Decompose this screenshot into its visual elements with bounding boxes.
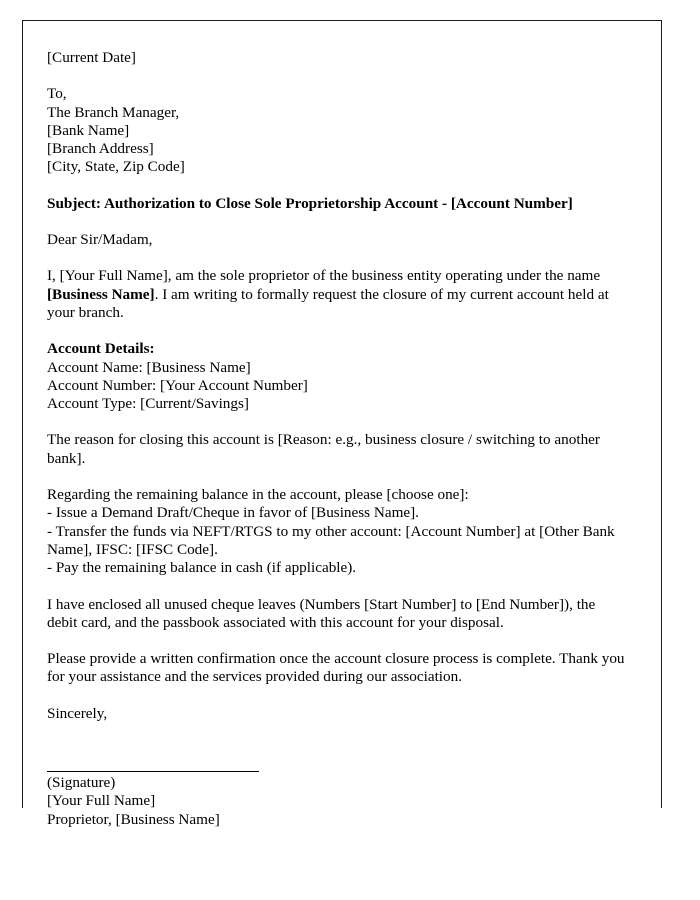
account-details-heading: Account Details: [47,340,155,358]
current-date: [Current Date] [47,49,136,66]
recipient-city-state-zip: [City, State, Zip Code] [47,158,185,176]
closing-block [47,705,629,723]
letter-content [47,49,629,829]
signature-rule [47,771,259,772]
signer-designation: Proprietor, [Business Name] [47,810,220,828]
recipient-to: To, [47,85,67,103]
balance-option-item: - Pay the remaining balance in cash (if applicable). [47,559,357,577]
subject-block [47,195,629,213]
intro-business-name: [Business Name] [47,285,155,303]
date-block [47,49,629,67]
balance-option-item: - Issue a Demand Draft/Cheque in favor of [Business Name]. [47,504,419,522]
recipient-bank-name: [Bank Name] [47,121,130,139]
recipient-address-block [47,85,629,176]
reason-text: The reason for closing this account is [Reason: e.g., business closure / switching to another bank]. [47,431,600,467]
intro-part-two: . I am writing to formally request the closure of my current account held at your branch. [47,285,609,321]
account-detail-row: Account Type: [Current/Savings] [47,395,249,413]
signature-caption: (Signature) [47,774,116,792]
balance-intro-text: Regarding the remaining balance in the account, please [choose one]: [47,486,469,504]
reason-paragraph [47,431,629,468]
signature-block [47,771,629,829]
confirmation-paragraph [47,650,629,687]
intro-part-one: I, [Your Full Name], am the sole proprietor of the business entity operating under the name [47,267,601,285]
subject-line: Subject: Authorization to Close Sole Proprietorship Account - [Account Number] [47,194,573,212]
closing-salutation: Sincerely, [47,704,108,722]
balance-option-item: - Transfer the funds via NEFT/RTGS to my other account: [Account Number] at [Other Bank Name], IFSC: [IFSC Code]. [47,522,615,558]
enclosures-paragraph [47,596,629,633]
greeting: Dear Sir/Madam, [47,231,153,249]
intro-paragraph [47,267,629,322]
greeting-block [47,231,629,249]
account-detail-row: Account Name: [Business Name] [47,358,251,376]
document-page [22,20,662,828]
confirmation-text: Please provide a written confirmation once the account closure process is complete. Thank you for your assistance and the services provided during our association. [47,650,625,686]
recipient-role: The Branch Manager, [47,103,180,121]
balance-instructions-block [47,486,629,577]
intro-text [47,267,629,322]
account-details-block [47,340,629,413]
enclosures-text: I have enclosed all unused cheque leaves (Numbers [Start Number] to [End Number]), the debit card, and the passbook associated with this account for your disposal. [47,595,596,631]
signer-name: [Your Full Name] [47,792,156,810]
recipient-branch-address: [Branch Address] [47,140,154,158]
signature-space [47,741,629,771]
account-detail-row: Account Number: [Your Account Number] [47,376,308,394]
